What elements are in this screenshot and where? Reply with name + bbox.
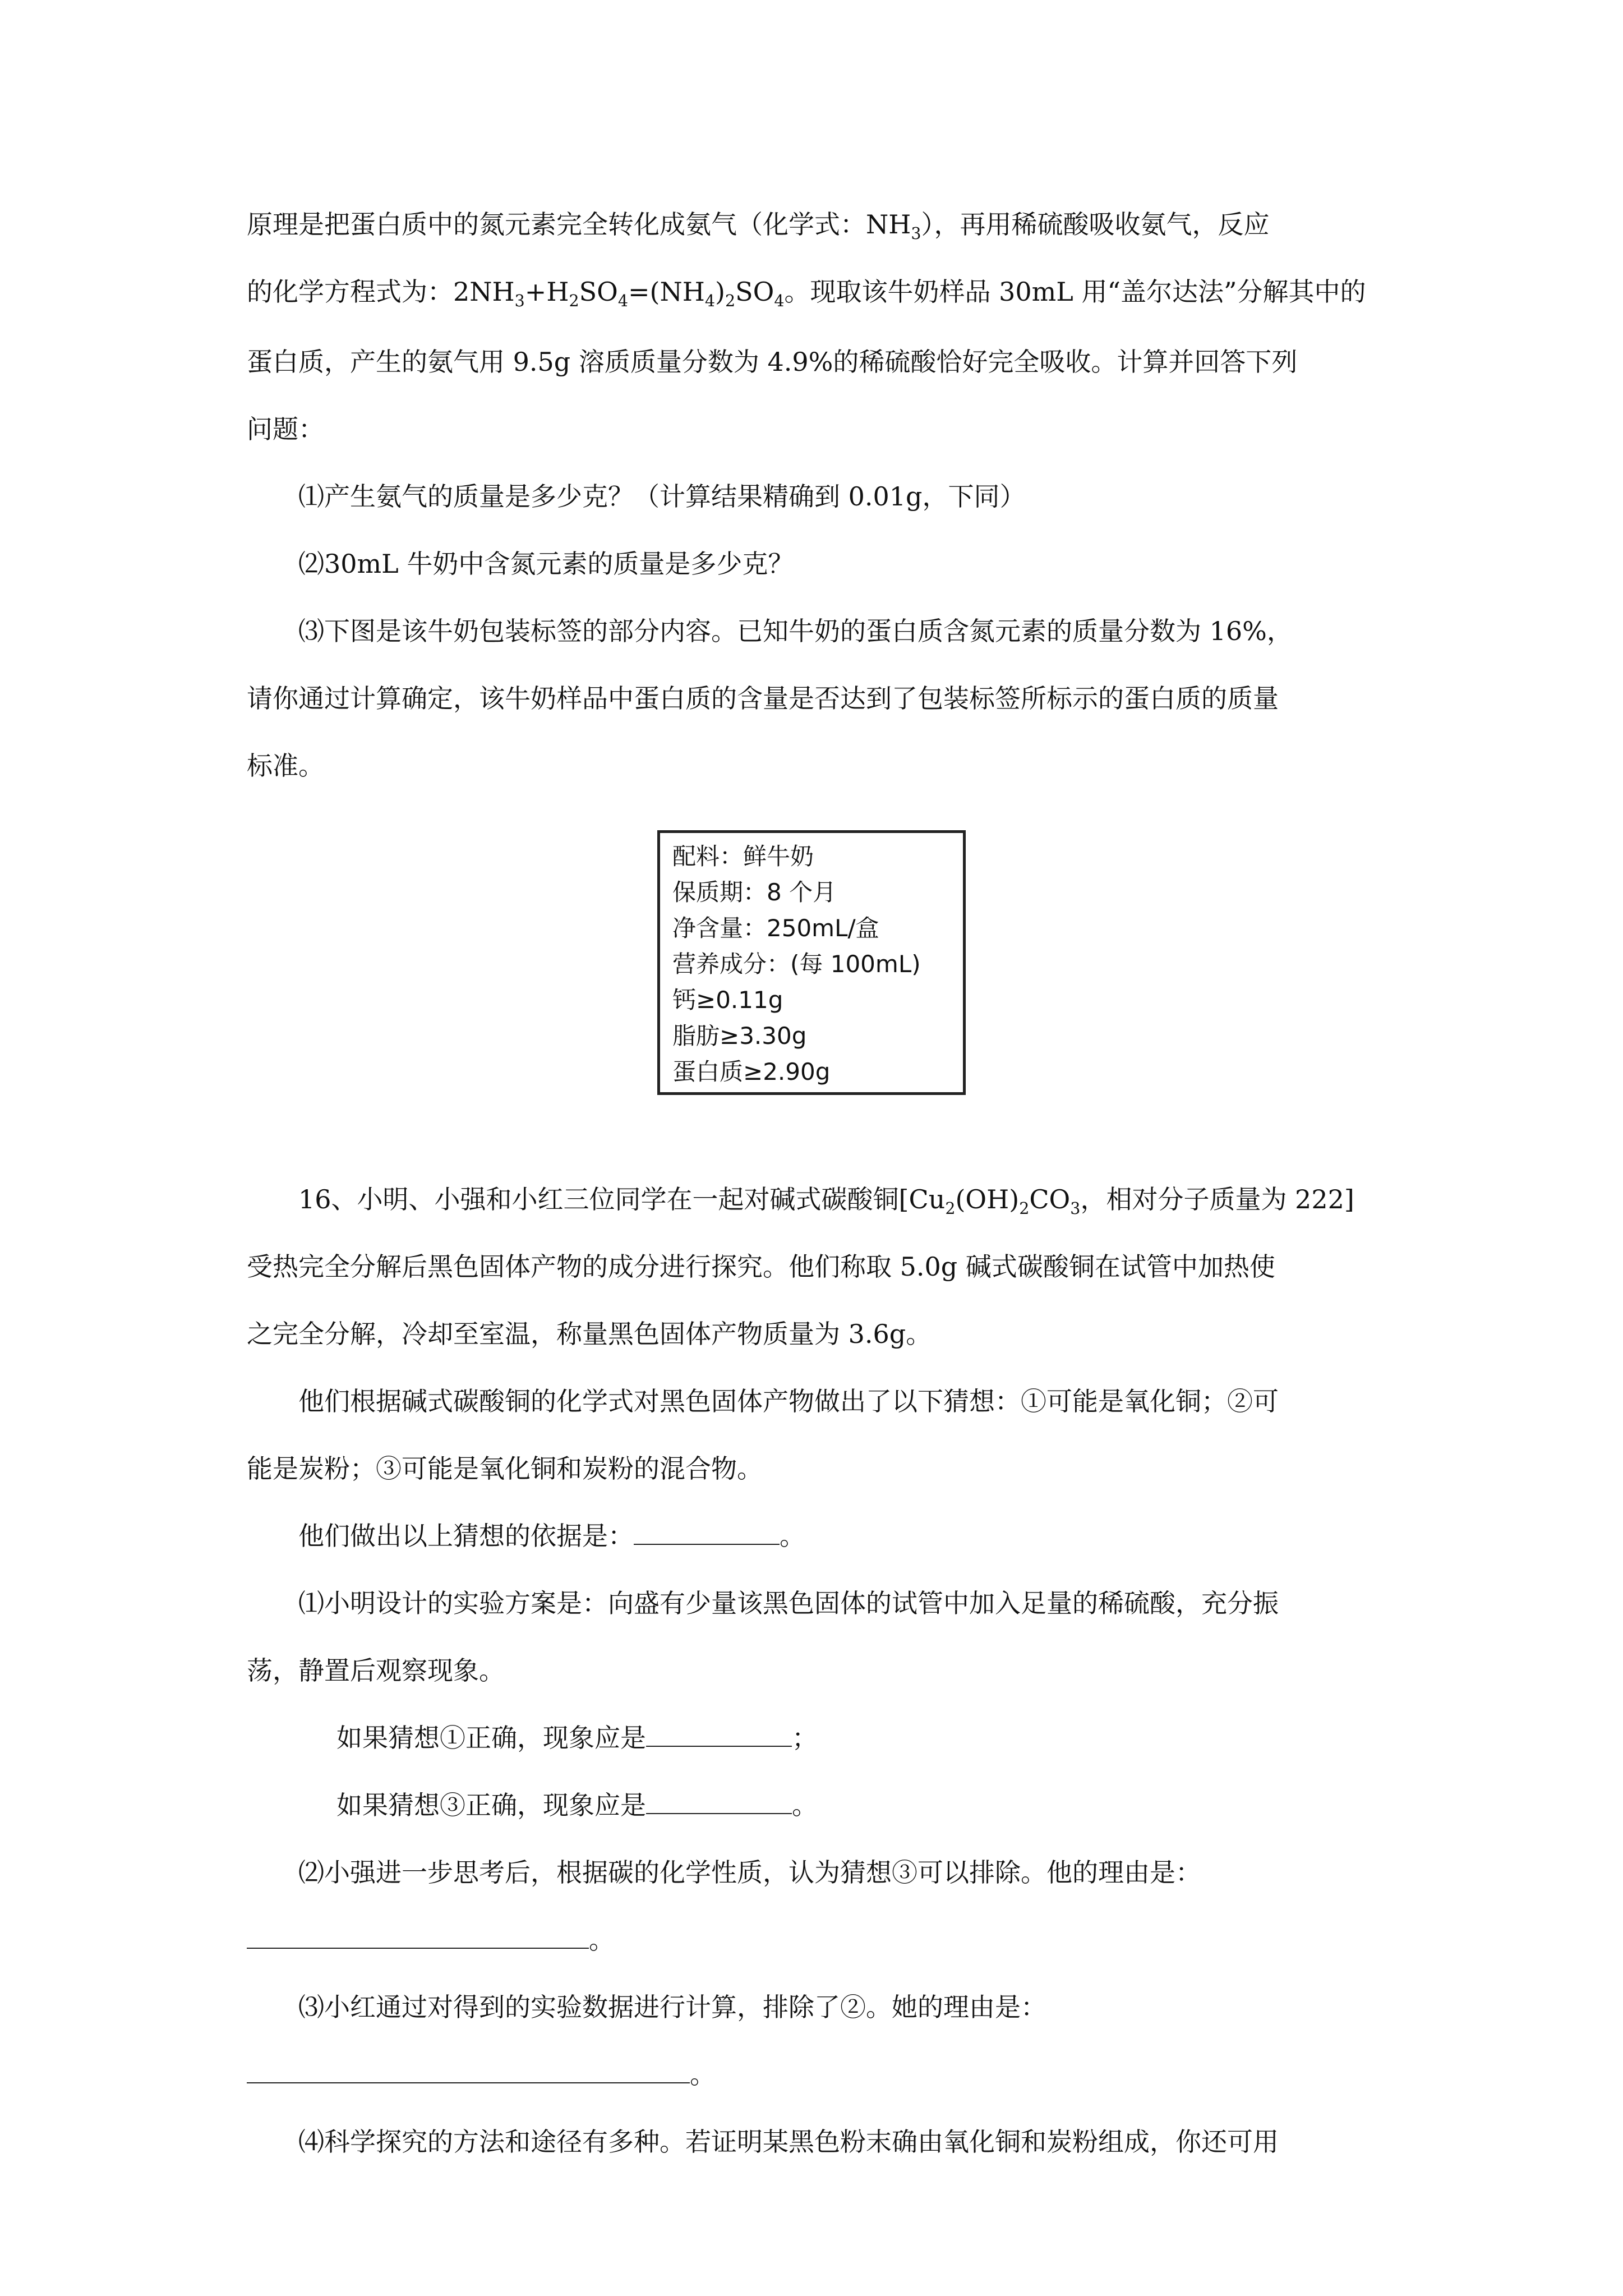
step2-line1: ⑵小强进一步思考后，根据碳的化学性质，认为猜想③可以排除。他的理由是： <box>298 1857 1201 1888</box>
question-1: ⑴产生氨气的质量是多少克？（计算结果精确到 0.01g，下同） <box>298 481 1026 512</box>
label-fat: 脂肪≥3.30g <box>672 1022 807 1050</box>
step4-line1: ⑷科学探究的方法和途径有多种。若证明某黑色粉末确由氧化铜和炭粉组成，你还可用 <box>298 2127 1279 2157</box>
step3-line1: ⑶小红通过对得到的实验数据进行计算，排除了②。她的理由是： <box>298 1992 1046 2022</box>
label-ingredients: 配料：鲜牛奶 <box>672 843 814 870</box>
para15-line2: 的化学方程式为：$2NH_3+H_2SO_4=(NH_4)_2SO_4$。现取该牛奶样品 30mL 用“盖尔达法”分解其中的 <box>247 277 1366 311</box>
para15-line4: 问题： <box>247 414 324 444</box>
step1-if-guess1: 如果猜想①正确，现象应是 ； <box>336 1723 818 1753</box>
answer-blank-guess1[interactable] <box>646 1723 792 1747</box>
step1-line1: ⑴小明设计的实验方案是：向盛有少量该黑色固体的试管中加入足量的稀硫酸，充分振 <box>298 1588 1279 1618</box>
label-nutrition-header: 营养成分：(每 100mL) <box>672 950 921 978</box>
label-protein: 蛋白质≥2.90g <box>672 1058 831 1085</box>
para15-line3: 蛋白质，产生的氨气用 9.5g 溶质质量分数为 4.9%的稀硫酸恰好完全吸收。计算并回答下列 <box>247 347 1298 377</box>
guess-line1: 他们根据碱式碳酸铜的化学式对黑色固体产物做出了以下猜想：①可能是氧化铜；②可 <box>298 1386 1279 1416</box>
question-3-line3: 标准。 <box>247 751 324 781</box>
para15-line1: 原理是把蛋白质中的氮元素完全转化成氨气（化学式：$NH_3$），再用稀硫酸吸收氨气，反应 <box>247 209 1270 243</box>
answer-blank-step2[interactable] <box>247 1925 589 1949</box>
answer-blank-step3[interactable] <box>247 2060 690 2083</box>
para16-line3: 之完全分解，冷却至室温，称量黑色固体产物质量为 3.6g。 <box>247 1319 932 1349</box>
question-3-line1: ⑶下图是该牛奶包装标签的部分内容。已知牛奶的蛋白质含氮元素的质量分数为 16%， <box>298 616 1293 646</box>
guess-line2: 能是炭粉；③可能是氧化铜和炭粉的混合物。 <box>247 1453 763 1484</box>
basis-line: 他们做出以上猜想的依据是： 。 <box>298 1521 805 1551</box>
step1-line2: 荡，静置后观察现象。 <box>247 1655 505 1686</box>
label-net-content: 净含量：250mL/盒 <box>672 914 879 942</box>
answer-blank-guess3[interactable] <box>646 1791 792 1814</box>
milk-package-label <box>657 830 966 1095</box>
label-shelf-life: 保质期：8 个月 <box>672 878 837 906</box>
step1-if-guess3: 如果猜想③正确，现象应是 。 <box>336 1790 818 1820</box>
step3-answer-line: 。 <box>247 2058 716 2091</box>
step2-answer-line: 。 <box>247 1923 615 1957</box>
question-2: ⑵30mL 牛奶中含氮元素的质量是多少克？ <box>298 549 794 579</box>
para16-line2: 受热完全分解后黑色固体产物的成分进行探究。他们称取 5.0g 碱式碳酸铜在试管中加热使 <box>247 1251 1275 1282</box>
label-calcium: 钙≥0.11g <box>672 986 783 1014</box>
answer-blank-basis[interactable] <box>634 1521 780 1545</box>
question-3-line2: 请你通过计算确定，该牛奶样品中蛋白质的含量是否达到了包装标签所标示的蛋白质的质量 <box>247 683 1279 714</box>
para16-line1: 16、小明、小强和小红三位同学在一起对碱式碳酸铜[$Cu_2(OH)_2CO_3$，相对分子质量为 222] <box>298 1184 1354 1218</box>
